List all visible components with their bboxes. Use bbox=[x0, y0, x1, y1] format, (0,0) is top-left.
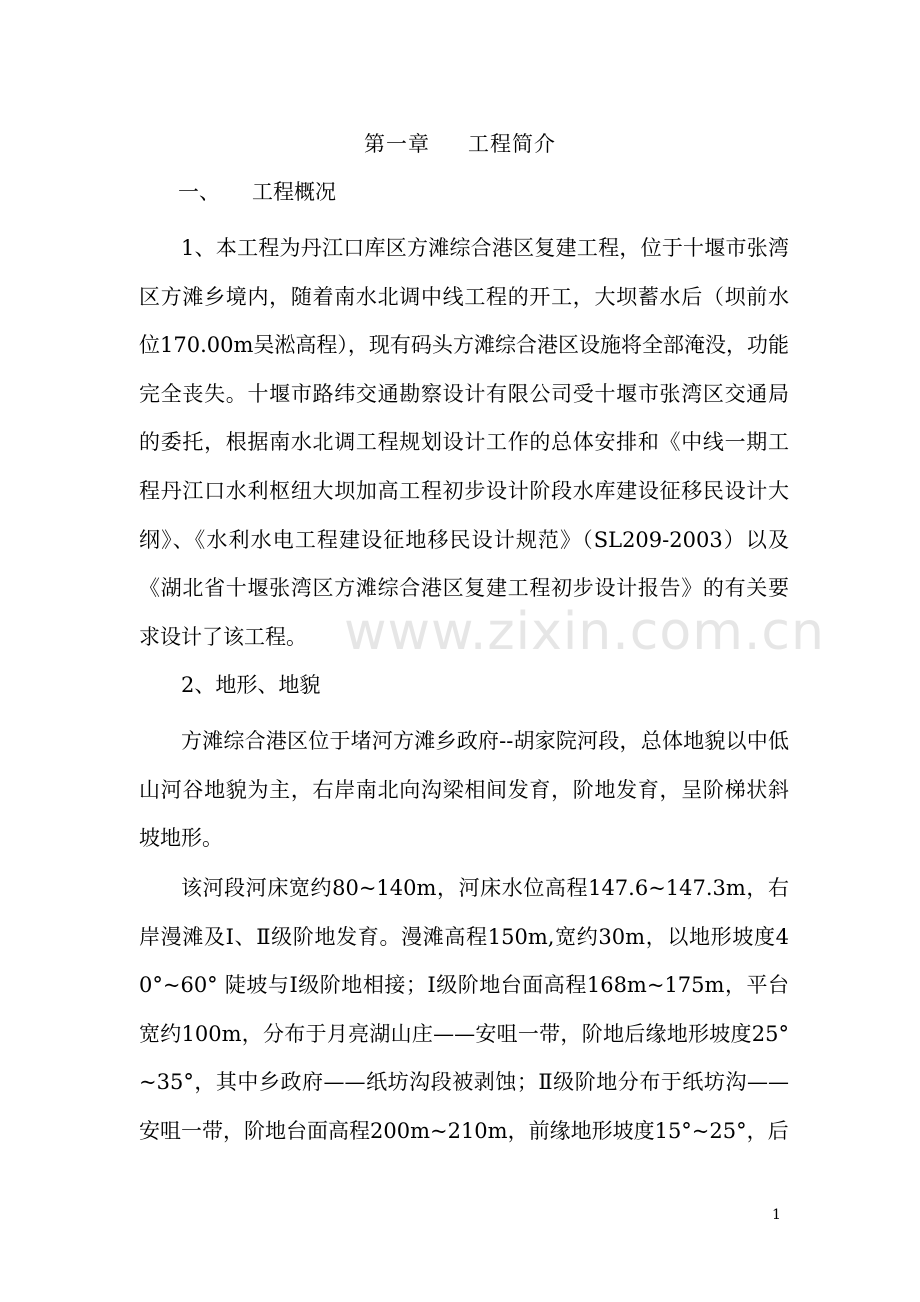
chapter-number: 第一章 bbox=[364, 132, 430, 156]
chapter-name: 工程简介 bbox=[468, 132, 556, 156]
page-number: 1 bbox=[772, 1207, 781, 1223]
paragraph-riverbed: 该河段河床宽约80~140m，河床水位高程147.6~147.3m，右岸漫滩及Ⅰ、Ⅱ级阶地发育。漫滩高程150m,宽约30m，以地形坡度40°~60° 陡坡与Ⅰ级阶地相接；Ⅰ级阶地台面高程168m~175m，平台宽约100m，分布于月亮湖山庄——安咀一带，阶地后缘地形坡度25°~35°，其中乡政府——纸坊沟段被剥蚀；Ⅱ级阶地分布于纸坊沟——安咀一带，阶地台面高程200m~210m，前缘地形坡度15°~25°，后 bbox=[139, 876, 789, 1143]
chapter-title bbox=[0, 128, 920, 160]
section-heading bbox=[178, 176, 336, 208]
subsection-heading-terrain: 2、地形、地貌 bbox=[181, 673, 321, 697]
paragraph-project-overview: 1、本工程为丹江口库区方滩综合港区复建工程，位于十堰市张湾区方滩乡境内，随着南水北调中线工程的开工，大坝蓄水后（坝前水位170.00m吴淞高程），现有码头方滩综合港区设施将全部淹没，功能完全丧失。十堰市路纬交通勘察设计有限公司受十堰市张湾区交通局的委托，根据南水北调工程规划设计工作的总体安排和《中线一期工程丹江口水利枢纽大坝加高工程初步设计阶段水库建设征移民设计大纲》、《水利水电工程建设征地移民设计规范》（SL209-2003）以及《湖北省十堰张湾区方滩综合港区复建工程初步设计报告》的有关要求设计了该工程。 bbox=[139, 236, 789, 649]
paragraph-terrain: 方滩综合港区位于堵河方滩乡政府--胡家院河段，总体地貌以中低山河谷地貌为主，右岸南北向沟梁相间发育，阶地发育，呈阶梯状斜坡地形。 bbox=[139, 729, 789, 851]
section-number: 一、 bbox=[178, 180, 220, 204]
watermark: www.zixin.com.cn bbox=[344, 602, 825, 662]
section-title: 工程概况 bbox=[252, 180, 336, 204]
